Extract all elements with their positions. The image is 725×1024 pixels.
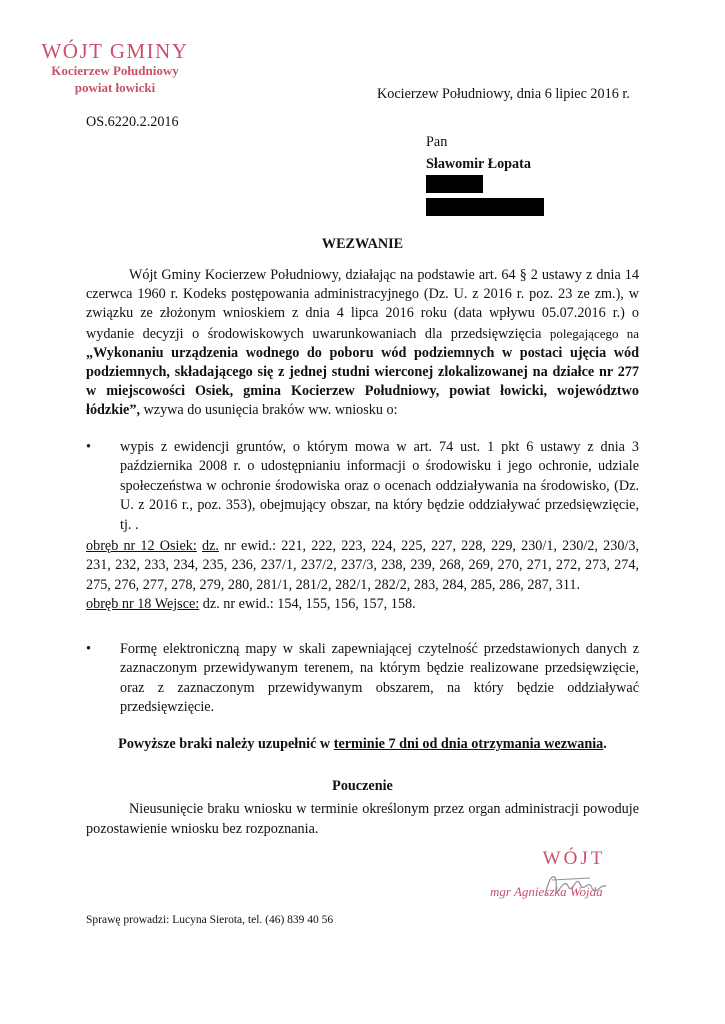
- summons-intro: Wójt Gminy Kocierzew Południowy, działając na podstawie art. 64 § 2 ustawy z dnia 14 czerwca 1960 r. Kodeks postępowania administracyjnego (Dz. U. z 2016 r. poz. 23 ze zm.), w związku ze złożonym wnioskiem z dnia 4 lipca 2016 roku (data wpływu 05.07.2016 r.) o wydanie decyzji o środowiskowych uwarunkowaniach dla przedsięwzięcia: [86, 267, 639, 342]
- parcel-precinct-label: obręb nr 12 Osiek:: [86, 538, 197, 554]
- list-item: [86, 438, 639, 535]
- parcel-numbers: nr ewid.: 221, 222, 223, 224, 225, 227, 228, 229, 230/1, 230/2, 230/3, 231, 232, 233, 234, 235, 236, 237/1, 237/2, 237/3, 238, 239, 268, 269, 270, 271, 272, 273, 274, 275, 276, 277, 278, 279, 280, 281/1, 281/2, 282/1, 282/2, 283, 284, 285, 286, 287, 311.: [86, 538, 639, 593]
- signature-stamp: [480, 848, 650, 900]
- signature-title: WÓJT: [542, 848, 606, 869]
- project-description: „Wykonaniu urządzenia wodnego do poboru wód podziemnych w postaci ujęcia wód podziemnych, składającego się z jednej studni wierconej zlokalizowanej na działce nr 277 w miejscowości Osiek, gmina Kocierzew Południowy, powiat łowicki, województwo łódzkie”,: [86, 344, 639, 419]
- signatory-name: mgr Agnieszka Wojda: [490, 884, 603, 899]
- place-date: Kocierzew Południowy, dnia 6 lipiec 2016 r.: [377, 86, 630, 102]
- document-title: WEZWANIE: [321, 236, 404, 252]
- stamp-municipality: Kocierzew Południowy: [51, 63, 179, 78]
- stamp-county: powiat łowicki: [74, 80, 156, 95]
- case-officer-footer: Sprawę prowadzi: Lucyna Sierota, tel. (46) 839 40 56: [86, 914, 334, 926]
- addressee-salutation: Pan: [426, 134, 448, 150]
- stamp-title: WÓJT GMINY: [41, 39, 189, 63]
- summons-consisting-of: polegającego na: [549, 325, 639, 341]
- list-item-text: wypis z ewidencji gruntów, o którym mowa w art. 74 ust. 1 pkt 6 ustawy z dnia 3 października 2008 r. o udostępnianiu informacji o środowisku i jego ochronie, udziale społeczeństwa w ochronie środowiska oraz o ocenach oddziaływania na środowisko, (Dz. U. z 2016 r., poz. 353), obejmujący obszar, na który będzie oddziaływać przedsięwzięcie, tj. .: [120, 439, 639, 533]
- office-stamp: [30, 40, 200, 96]
- instruction-body: Nieusunięcie braku wniosku w terminie określonym przez organ administracji powoduje pozostawienie wniosku bez rozpoznania.: [86, 801, 639, 837]
- parcel-numbers: dz. nr ewid.: 154, 155, 156, 157, 158.: [202, 596, 416, 613]
- deadline-term: terminie 7 dni od dnia otrzymania wezwania: [333, 736, 604, 752]
- summons-request: wzywa do usunięcia braków ww. wniosku o:: [143, 402, 398, 419]
- parcel-list: [86, 537, 639, 615]
- case-reference: OS.6220.2.2016: [86, 114, 179, 130]
- parcel-row-osiek: [86, 537, 639, 595]
- handwritten-signature-icon: [540, 866, 610, 906]
- instruction-text: [86, 799, 639, 839]
- list-item: [86, 640, 639, 718]
- summons-paragraph: [86, 266, 639, 421]
- redacted-address-line-2: [426, 198, 544, 216]
- deadline-notice: [86, 736, 639, 753]
- redacted-address-line-1: [426, 175, 483, 193]
- instruction-heading: Pouczenie: [332, 778, 393, 794]
- parcel-row-wejsce: [86, 595, 639, 614]
- parcel-precinct-label: obręb nr 18 Wejsce:: [86, 596, 200, 613]
- addressee-name: Sławomir Łopata: [426, 156, 531, 172]
- bullet-icon: •: [86, 641, 91, 657]
- bullet-icon: •: [86, 439, 91, 455]
- deadline-notice-end: .: [603, 736, 607, 752]
- list-item-text: Formę elektroniczną mapy w skali zapewniającej czytelność przedstawionych danych z zaznaczonym przewidywanym terenem, na którym będzie realizowane przedsięwzięcie, oraz z zaznaczonym przewidywanym obszarem, na który będzie oddziaływać przedsięwzięcie.: [120, 641, 639, 716]
- deadline-notice-text: Powyższe braki należy uzupełnić w: [118, 736, 331, 752]
- parcel-prefix: dz.: [201, 538, 219, 554]
